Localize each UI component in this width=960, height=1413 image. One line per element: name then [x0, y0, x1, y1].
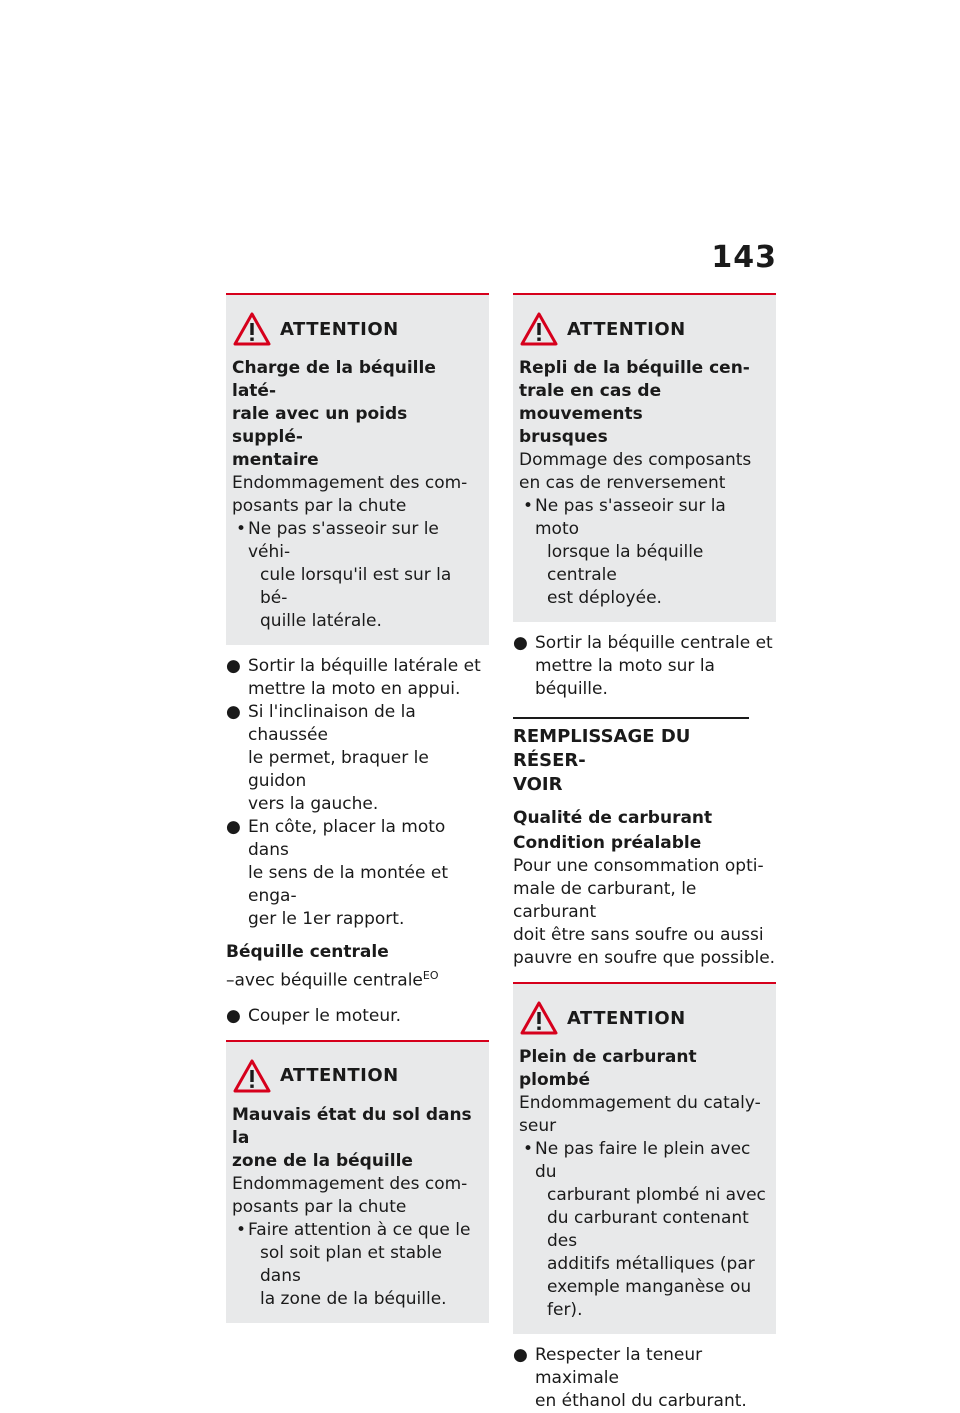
warning-header — [232, 311, 481, 347]
subheading-fuel-quality: Qualité de carburant — [513, 808, 713, 828]
paragraph-line: Pour une consommation opti- — [513, 856, 764, 876]
step-line: Sortir la béquille centrale et — [535, 633, 773, 653]
warning-bullet-line: lorsque la béquille centrale — [547, 542, 704, 585]
warning-title-line: brusques — [519, 427, 608, 447]
subheading-prerequisite: Condition préalable — [513, 833, 702, 853]
warning-instruction — [232, 518, 481, 633]
warning-bullet-line: cule lorsqu'il est sur la bé- — [260, 565, 452, 608]
warning-label: ATTENTION — [280, 1065, 399, 1087]
step-line: en éthanol du carburant. — [535, 1391, 747, 1411]
warning-triangle-icon — [519, 1000, 559, 1036]
warning-header — [519, 1000, 768, 1036]
step-line: le sens de la montée et enga- — [248, 863, 448, 906]
warning-consequence — [519, 1092, 768, 1138]
warning-title — [519, 357, 768, 449]
bullet-dot-icon: • — [236, 1219, 247, 1240]
warning-bullet-line: carburant plombé ni avec — [547, 1185, 766, 1205]
warning-header — [232, 1058, 481, 1094]
paragraph-line: doit être sans soufre ou aussi — [513, 925, 764, 945]
warning-triangle-icon — [519, 311, 559, 347]
bullet-dot-icon: ● — [226, 702, 241, 722]
warning-bullet-line: Faire attention à ce que le — [248, 1219, 471, 1240]
section-heading-line: REMPLISSAGE DU RÉSER- — [513, 726, 691, 771]
step-item — [226, 816, 489, 931]
warning-bullet-line: sol soit plan et stable dans — [260, 1242, 442, 1286]
bullet-dot-icon: ● — [513, 633, 528, 653]
bullet-dot-icon: • — [236, 519, 247, 539]
bullet-dot-icon: • — [523, 496, 534, 516]
warning-title-line: Mauvais état du sol dans la — [232, 1104, 472, 1148]
variant-text: –avec béquille centrale — [226, 970, 423, 991]
warning-header — [519, 311, 768, 347]
warning-bullet-line: Ne pas s'asseoir sur la moto — [535, 496, 726, 539]
bullet-dot-icon: • — [523, 1139, 534, 1159]
warning-text-line: en cas de renversement — [519, 473, 726, 493]
warning-label: ATTENTION — [567, 1007, 686, 1029]
warning-box-ground-condition — [226, 1040, 489, 1323]
warning-title — [232, 1104, 481, 1173]
warning-text-line: seur — [519, 1116, 557, 1136]
warning-bullet-line: Ne pas faire le plein avec du — [535, 1139, 751, 1182]
warning-title-line: rale avec un poids supplé- — [232, 404, 408, 447]
step-item — [513, 1344, 776, 1413]
warning-box-leaded-fuel — [513, 982, 776, 1334]
bullet-dot-icon: ● — [226, 817, 241, 837]
left-column — [226, 293, 489, 1333]
variant-code: EO — [422, 969, 439, 982]
warning-text-line: Endommagement des com- — [232, 1173, 468, 1194]
page-number: 143 — [711, 240, 777, 275]
warning-title-line: mentaire — [232, 450, 319, 470]
warning-title — [519, 1046, 768, 1092]
warning-text-line: Endommagement des com- — [232, 473, 468, 493]
right-column — [513, 293, 776, 1413]
warning-consequence — [232, 1173, 481, 1219]
subheading-center-stand: Béquille centrale — [226, 942, 389, 962]
warning-bullet-line: la zone de la béquille. — [260, 1288, 447, 1309]
warning-bullet-line: additifs métalliques (par — [547, 1254, 755, 1274]
step-line: Si l'inclinaison de la chaussée — [248, 702, 416, 745]
warning-bullet-line: est déployée. — [547, 588, 662, 608]
warning-text-line: Endommagement du cataly- — [519, 1093, 761, 1113]
warning-triangle-icon — [232, 311, 272, 347]
warning-title-line: trale en cas de mouvements — [519, 381, 662, 424]
warning-text-line: posants par la chute — [232, 496, 407, 516]
step-line: Respecter la teneur maximale — [535, 1345, 703, 1388]
warning-title-line: Charge de la béquille laté- — [232, 358, 436, 401]
step-item — [226, 655, 489, 701]
step-line: ger le 1er rapport. — [248, 909, 405, 929]
warning-consequence — [232, 472, 481, 518]
paragraph-line: pauvre en soufre que possible. — [513, 948, 776, 968]
bullet-dot-icon: ● — [513, 1345, 528, 1365]
step-line: mettre la moto sur la béquille. — [535, 656, 715, 699]
warning-instruction — [519, 1138, 768, 1322]
warning-title-line: zone de la béquille — [232, 1150, 413, 1171]
warning-bullet-line: quille latérale. — [260, 611, 382, 631]
step-line: En côte, placer la moto dans — [248, 817, 446, 860]
step-line: mettre la moto en appui. — [248, 679, 461, 699]
variant-note — [226, 964, 489, 993]
step-line: le permet, braquer le guidon — [248, 748, 429, 791]
step-line: Couper le moteur. — [248, 1005, 401, 1026]
paragraph-line: male de carburant, le carburant — [513, 879, 697, 922]
warning-title-line: Plein de carburant plombé — [519, 1047, 697, 1090]
warning-bullet-line: du carburant contenant des — [547, 1208, 749, 1251]
paragraph-fuel — [513, 855, 776, 970]
warning-bullet-line: Ne pas s'asseoir sur le véhi- — [248, 519, 439, 562]
warning-title — [232, 357, 481, 472]
section-heading-tank-filling — [513, 717, 749, 797]
step-item — [226, 1005, 489, 1028]
warning-box-center-stand-retract — [513, 293, 776, 622]
warning-instruction — [232, 1219, 481, 1311]
warning-text-line: Dommage des composants — [519, 450, 752, 470]
warning-title-line: Repli de la béquille cen- — [519, 358, 750, 378]
section-heading-line: VOIR — [513, 774, 563, 795]
warning-bullet-line: exemple manganèse ou fer). — [547, 1277, 752, 1320]
step-line: Sortir la béquille latérale et — [248, 656, 481, 676]
step-line: vers la gauche. — [248, 794, 379, 814]
warning-label: ATTENTION — [280, 318, 399, 340]
bullet-dot-icon: ● — [226, 656, 241, 676]
warning-instruction — [519, 495, 768, 610]
warning-triangle-icon — [232, 1058, 272, 1094]
warning-box-sidestand-load — [226, 293, 489, 645]
warning-label: ATTENTION — [567, 318, 686, 340]
warning-text-line: posants par la chute — [232, 1196, 407, 1217]
warning-consequence — [519, 449, 768, 495]
step-item — [513, 632, 776, 701]
step-item — [226, 701, 489, 816]
bullet-dot-icon: ● — [226, 1005, 241, 1026]
